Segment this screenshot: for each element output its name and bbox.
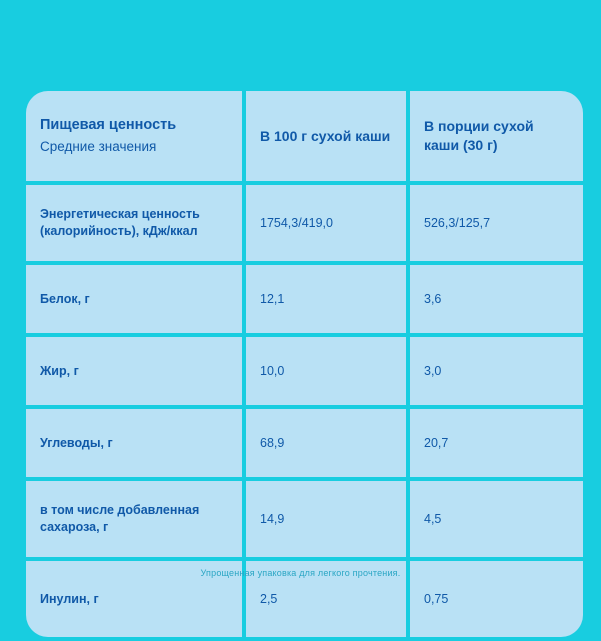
row-label-added-sucrose: в том числе добавленная сахароза, г — [26, 481, 242, 557]
table-row — [26, 337, 583, 405]
header-per-100g-label: В 100 г сухой каши — [260, 127, 391, 144]
row-value-fat-per-serving: 3,0 — [410, 337, 583, 405]
table-header-row — [26, 91, 583, 181]
table-row — [26, 265, 583, 333]
row-label-energy: Энергетическая ценность (калорийность), кДж/ккал — [26, 185, 242, 261]
footnote-text: Упрощенная упаковка для легкого прочтения. — [200, 568, 401, 578]
row-value-fat-per-100g: 10,0 — [246, 337, 406, 405]
table-row — [26, 409, 583, 477]
row-label-carbohydrates: Углеводы, г — [26, 409, 242, 477]
row-label-protein: Белок, г — [26, 265, 242, 333]
row-value-carbohydrates-per-serving: 20,7 — [410, 409, 583, 477]
row-value-added-sucrose-per-100g: 14,9 — [246, 481, 406, 557]
header-subtitle: Средние значения — [40, 139, 157, 155]
row-label-inulin: Инулин, г — [26, 561, 242, 637]
row-value-energy-per-100g: 1754,3/419,0 — [246, 185, 406, 261]
row-value-energy-per-serving: 526,3/125,7 — [410, 185, 583, 261]
row-label-fat: Жир, г — [26, 337, 242, 405]
header-title: Пищевая ценность — [40, 116, 177, 133]
row-value-added-sucrose-per-serving: 4,5 — [410, 481, 583, 557]
table-row — [26, 185, 583, 261]
row-value-inulin-per-serving: 0,75 — [410, 561, 583, 637]
nutrition-table — [22, 87, 587, 641]
row-value-protein-per-serving: 3,6 — [410, 265, 583, 333]
row-value-carbohydrates-per-100g: 68,9 — [246, 409, 406, 477]
row-value-inulin-per-100g: 2,5 — [246, 561, 406, 637]
header-per-serving-label: В порции сухой каши (30 г) — [424, 118, 534, 153]
table-row — [26, 481, 583, 557]
header-cell-name — [26, 91, 242, 181]
header-cell-per-100g — [246, 91, 406, 181]
header-cell-per-serving — [410, 91, 583, 181]
row-value-protein-per-100g: 12,1 — [246, 265, 406, 333]
